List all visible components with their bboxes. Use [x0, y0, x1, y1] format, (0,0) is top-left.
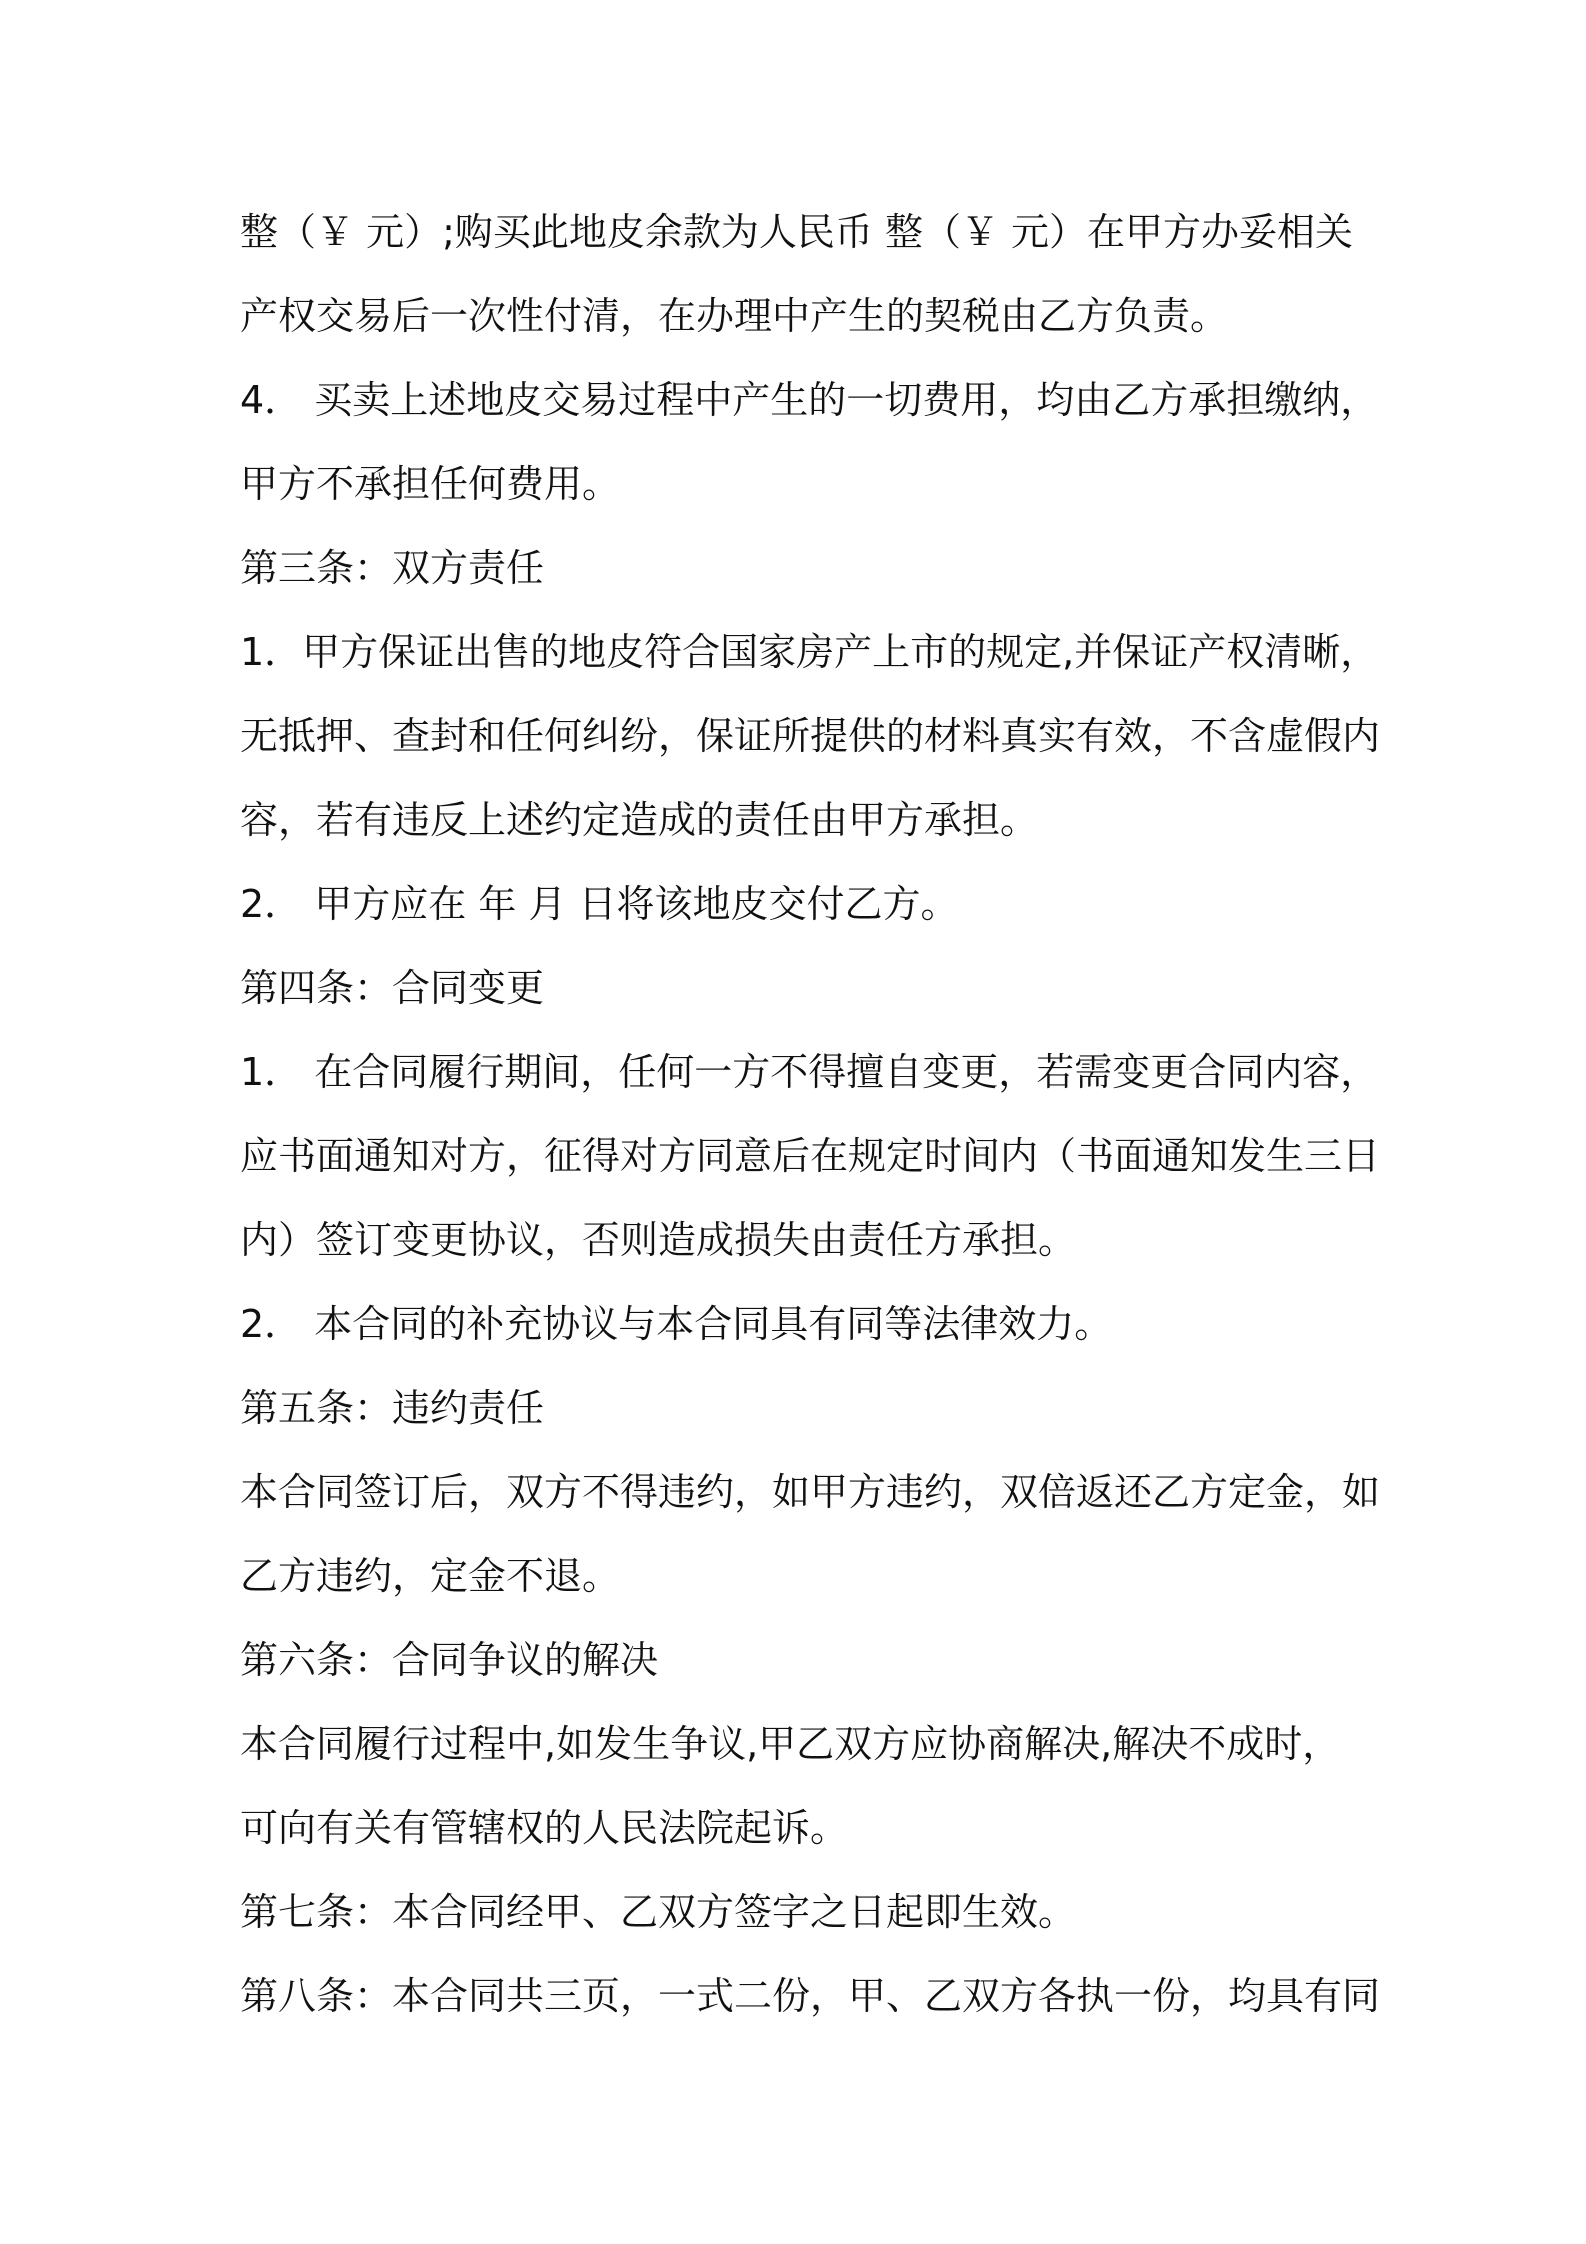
text-line: 4． 买卖上述地皮交易过程中产生的一切费用，均由乙方承担缴纳，: [240, 378, 1379, 422]
text-line: 1．甲方保证出售的地皮符合国家房产上市的规定,并保证产权清晰，: [240, 630, 1379, 674]
text-line: 应书面通知对方，征得对方同意后在规定时间内（书面通知发生三日: [240, 1134, 1381, 1178]
text-line: 1． 在合同履行期间，任何一方不得擅自变更，若需变更合同内容，: [240, 1050, 1379, 1094]
section-heading: 第八条：本合同共三页，一式二份，甲、乙双方各执一份，均具有同: [240, 1974, 1381, 2018]
section-heading: 第七条：本合同经甲、乙双方签字之日起即生效。: [240, 1890, 1077, 1934]
text-line: 甲方不承担任何费用。: [240, 462, 621, 506]
text-line: 本合同签订后，双方不得违约，如甲方违约，双倍返还乙方定金，如: [240, 1470, 1381, 1514]
text-line: 整（￥ 元）;购买此地皮余款为人民币 整（￥ 元）在甲方办妥相关: [240, 210, 1354, 254]
text-line: 可向有关有管辖权的人民法院起诉。: [240, 1806, 849, 1850]
text-line: 乙方违约，定金不退。: [240, 1554, 621, 1598]
section-heading: 第六条：合同争议的解决: [240, 1638, 659, 1682]
section-heading: 第三条：双方责任: [240, 546, 545, 590]
text-line: 无抵押、查封和任何纠纷，保证所提供的材料真实有效，不含虚假内: [240, 714, 1381, 758]
document-page: [240, 202, 1381, 2050]
text-line: 本合同履行过程中,如发生争议,甲乙双方应协商解决,解决不成时，: [240, 1722, 1341, 1766]
text-line: 2． 甲方应在 年 月 日将该地皮交付乙方。: [240, 882, 959, 926]
section-heading: 第四条：合同变更: [240, 966, 545, 1010]
text-line: 2． 本合同的补充协议与本合同具有同等法律效力。: [240, 1302, 1113, 1346]
text-line: 容，若有违反上述约定造成的责任由甲方承担。: [240, 798, 1039, 842]
text-line: 产权交易后一次性付清，在办理中产生的契税由乙方负责。: [240, 294, 1229, 338]
section-heading: 第五条：违约责任: [240, 1386, 545, 1430]
text-line: 内）签订变更协议，否则造成损失由责任方承担。: [240, 1218, 1077, 1262]
